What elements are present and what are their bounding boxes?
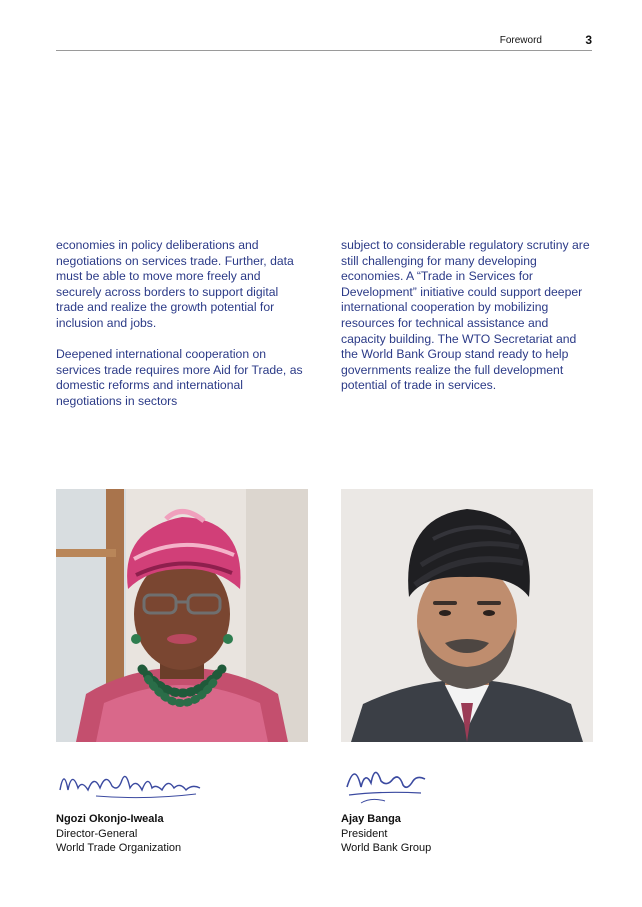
- signatory-okonjo-iweala: [56, 812, 181, 856]
- signatory-organization: World Bank Group: [341, 842, 432, 854]
- signatory-organization: World Trade Organization: [56, 842, 182, 854]
- signatory-banga: [341, 812, 431, 856]
- signature-okonjo-iweala: [56, 760, 206, 808]
- signatory-name: Ngozi Okonjo-Iweala: [56, 813, 164, 825]
- page-header: [56, 30, 592, 51]
- paragraph: Deepened international cooperation on services trade requires more Aid for Trade, as domestic reforms and international negotiations in sectors: [56, 347, 303, 408]
- body-column-right: [341, 238, 593, 410]
- paragraph: subject to considerable regulatory scrutiny are still challenging for many developing economies. A “Trade in Services for Development” initiative could support deeper international cooperation by mobilizing resources for technical assistance and capacity building. The WTO Secretariat and the World Bank Group stand ready to help governments realize the full development potential of trade in services.: [341, 238, 590, 393]
- page-number: 3: [585, 33, 592, 47]
- signature-banga: [341, 757, 431, 809]
- portrait-okonjo-iweala: [56, 489, 308, 742]
- body-column-left: [56, 238, 308, 425]
- paragraph: economies in policy deliberations and negotiations on services trade. Further, data must be able to move more freely and securely across borders to support digital trade and realize the growth potential for inclusion and jobs.: [56, 238, 294, 330]
- signatory-title: Director-General: [56, 827, 138, 840]
- signatory-name: Ajay Banga: [341, 813, 401, 825]
- section-name: Foreword: [499, 35, 542, 46]
- portrait-banga: [341, 489, 593, 742]
- signatory-title: President: [341, 827, 388, 840]
